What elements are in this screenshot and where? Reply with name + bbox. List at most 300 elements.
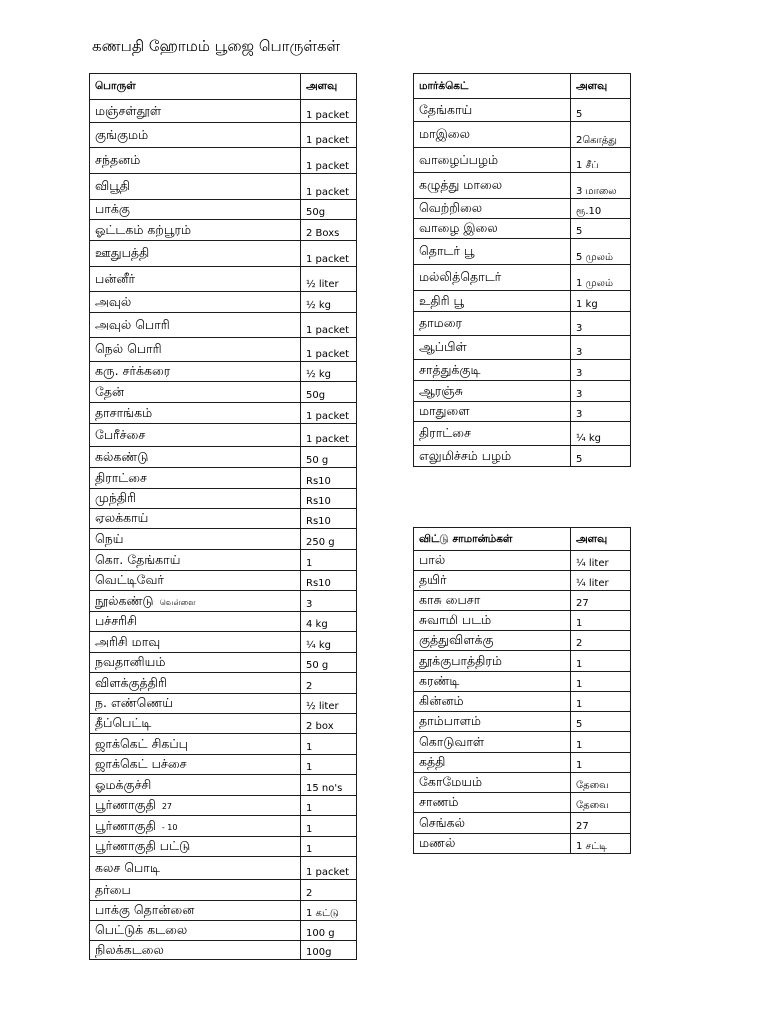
table-row (414, 793, 631, 813)
item-name: ஜாக்கெட் சிகப்பு (95, 735, 188, 751)
item-name: தாசாங்கம் (95, 404, 153, 420)
quantity-cell: 5 (571, 712, 631, 732)
item-name: அவுல் (95, 293, 132, 309)
item-name: கொடுவாள் (419, 733, 485, 749)
item-cell (414, 265, 571, 291)
page-title: கணபதி ஹோமம் பூஜை பொருள்கள் (92, 37, 341, 55)
item-name: தேங்காய் (419, 101, 473, 117)
item-cell (90, 837, 301, 857)
item-name: பூர்ணாகுதி பட்டு (95, 838, 191, 853)
item-name: பாக்கு தொன்னை (95, 902, 195, 917)
item-name: நிலக்கடலை (95, 941, 164, 957)
quantity-cell: 50 g (301, 447, 357, 468)
table-row (90, 447, 357, 468)
table-row (90, 653, 357, 673)
item-name: சாத்துக்குடி (419, 361, 481, 377)
item-name: தயிர் (419, 572, 447, 587)
table-row (414, 692, 631, 712)
item-cell (90, 468, 301, 489)
item-cell (90, 424, 301, 447)
item-name: ஓமக்குச்சி (95, 776, 152, 792)
quantity-cell: தேவை (571, 793, 631, 813)
quantity-cell: 1 (571, 672, 631, 692)
item-cell (414, 631, 571, 651)
item-name: கோமேயம் (419, 774, 483, 789)
item-cell (414, 291, 571, 312)
item-cell (414, 199, 571, 219)
table-row (414, 551, 631, 571)
item-cell (414, 773, 571, 793)
item-cell (90, 816, 301, 837)
table-row (414, 402, 631, 422)
quantity-cell: 3 (571, 360, 631, 381)
table-row (414, 219, 631, 239)
table-row (90, 816, 357, 837)
table-row (90, 734, 357, 755)
item-cell (90, 489, 301, 509)
table-row (414, 631, 631, 651)
item-name: மஞ்சள்தூள் (95, 102, 162, 118)
item-cell (90, 775, 301, 796)
table-row (414, 148, 631, 173)
item-cell (90, 653, 301, 673)
table-row (414, 173, 631, 199)
item-name: பாக்கு (95, 201, 130, 216)
table-row (90, 468, 357, 489)
quantity-cell: 1 kg (571, 291, 631, 312)
item-name: பன்னீர் (95, 270, 136, 286)
item-cell (414, 712, 571, 732)
item-name: முந்திரி (95, 490, 137, 505)
item-name: நெய் (95, 530, 124, 546)
item-cell (414, 551, 571, 571)
quantity-cell: 27 (571, 813, 631, 834)
table-row (90, 612, 357, 632)
quantity-cell: ½ liter (301, 267, 357, 292)
item-cell (90, 267, 301, 292)
table-row (414, 99, 631, 122)
item-cell (90, 447, 301, 468)
item-name: தேன் (95, 383, 125, 399)
item-name: மாதுளை (419, 403, 470, 418)
item-name: ஜாக்கெட் பச்சை (95, 756, 187, 771)
item-cell (414, 672, 571, 692)
pooja-items-table (89, 73, 357, 960)
item-note: 27 (161, 802, 173, 811)
item-name: கலச பொடி (95, 859, 160, 875)
item-cell (414, 813, 571, 834)
item-name: ஓட்டகம் கற்பூரம் (95, 221, 192, 237)
item-cell (414, 173, 571, 199)
quantity-cell: 50g (301, 200, 357, 220)
quantity-cell: Rs10 (301, 468, 357, 489)
table-row (90, 901, 357, 921)
item-cell (90, 200, 301, 220)
item-cell (414, 219, 571, 239)
table-row (414, 239, 631, 265)
quantity-cell: 1 (301, 837, 357, 857)
item-cell (90, 174, 301, 200)
quantity-cell: 4 kg (301, 612, 357, 632)
item-cell (90, 612, 301, 632)
column-header-item: மார்க்கெட் (414, 74, 571, 99)
quantity-cell: 50 g (301, 653, 357, 673)
table-row (414, 381, 631, 402)
item-cell (414, 692, 571, 712)
item-cell (414, 571, 571, 591)
item-name: விபூதி (95, 178, 131, 193)
table-row (90, 424, 357, 447)
item-name: நவதானியம் (95, 654, 166, 669)
table-row (90, 837, 357, 857)
item-name: உதிரி பூ (419, 292, 465, 308)
item-name: ஊதுபத்தி (95, 245, 150, 260)
quantity-cell: ½ kg (301, 292, 357, 313)
table-row (414, 753, 631, 773)
item-cell (90, 509, 301, 529)
item-cell (90, 857, 301, 880)
item-name: திராட்சை (419, 425, 471, 440)
column-header-quantity: அளவு (571, 74, 631, 99)
quantity-cell: 3 (571, 312, 631, 336)
quantity-cell: 27 (571, 591, 631, 611)
table-row (90, 857, 357, 880)
table-row (90, 220, 357, 241)
item-name: சுவாமி படம் (419, 612, 492, 627)
table-row (90, 313, 357, 338)
table-header-row (414, 528, 631, 551)
table-row (90, 382, 357, 403)
quantity-cell: 1 packet (301, 148, 357, 174)
quantity-cell: 1 packet (301, 123, 357, 148)
table-row (90, 694, 357, 714)
item-cell (90, 571, 301, 591)
table-row (414, 712, 631, 732)
item-name: திராட்சை (95, 469, 147, 485)
item-cell (90, 338, 301, 362)
item-cell (90, 880, 301, 901)
item-cell (414, 422, 571, 446)
item-name: அரிசி மாவு (95, 633, 161, 649)
item-cell (90, 362, 301, 382)
table-row (90, 571, 357, 591)
item-cell (414, 360, 571, 381)
table-row (414, 336, 631, 360)
quantity-cell: 1 (571, 692, 631, 712)
quantity-cell: 1 packet (301, 241, 357, 267)
item-note: வெள்ளை (159, 597, 196, 607)
quantity-cell: 2 (571, 631, 631, 651)
table-row (414, 265, 631, 291)
item-name: கழுத்து மாலை (419, 177, 503, 192)
quantity-cell: 1 packet (301, 313, 357, 338)
quantity-cell: 1 (301, 755, 357, 775)
item-cell (90, 921, 301, 941)
quantity-cell: 1 (301, 796, 357, 816)
item-cell (414, 591, 571, 611)
item-cell (414, 122, 571, 148)
table-row (414, 834, 631, 854)
quantity-cell: 1 சட்டி (571, 834, 631, 854)
item-name: மணல் (419, 835, 456, 850)
item-name: கரு. சர்க்கரை (95, 363, 171, 378)
quantity-cell: Rs10 (301, 509, 357, 529)
item-cell (90, 734, 301, 755)
table-row (414, 591, 631, 611)
item-note: - 10 (161, 822, 178, 832)
item-name: கொ. தேங்காய் (95, 551, 181, 567)
item-name: குத்துவிளக்கு (419, 632, 494, 647)
item-cell (90, 755, 301, 775)
item-cell (414, 753, 571, 773)
quantity-cell: தேவை (571, 773, 631, 793)
item-cell (90, 403, 301, 424)
item-cell (414, 834, 571, 854)
quantity-cell: 1 (301, 550, 357, 571)
table-row (90, 673, 357, 694)
item-cell (90, 550, 301, 571)
table-row (414, 446, 631, 467)
item-cell (90, 714, 301, 734)
item-cell (414, 446, 571, 467)
quantity-cell: ¼ liter (571, 551, 631, 571)
quantity-cell: 1 (571, 732, 631, 753)
item-cell (90, 313, 301, 338)
item-cell (90, 941, 301, 960)
quantity-cell: 1 packet (301, 100, 357, 123)
quantity-cell: 5 (571, 219, 631, 239)
table-row (90, 775, 357, 796)
item-name: தூக்குபாத்திரம் (419, 652, 502, 668)
table-row (414, 672, 631, 692)
item-name: தாமரை (419, 315, 463, 330)
item-name: ந. எண்ணெய் (95, 695, 173, 710)
table-row (90, 529, 357, 550)
item-cell (414, 611, 571, 631)
quantity-cell: 50g (301, 382, 357, 403)
item-name: கின்னம் (419, 693, 464, 708)
column-header-item: விட்டு சாமான்ம்கள் (414, 528, 571, 551)
table-row (90, 403, 357, 424)
quantity-cell: 5 (571, 446, 631, 467)
quantity-cell: 1 (301, 816, 357, 837)
item-cell (90, 901, 301, 921)
item-name: தீப்பெட்டி (95, 715, 152, 730)
quantity-cell: 1 சீப் (571, 148, 631, 173)
quantity-cell: 15 no's (301, 775, 357, 796)
quantity-cell: Rs10 (301, 489, 357, 509)
quantity-cell: ¼ kg (571, 422, 631, 446)
item-cell (90, 292, 301, 313)
item-name: கத்தி (419, 754, 446, 769)
table-row (90, 550, 357, 571)
quantity-cell: 1 முலம் (571, 265, 631, 291)
table-row (90, 880, 357, 901)
table-row (414, 122, 631, 148)
quantity-cell: ¼ kg (301, 632, 357, 653)
table-row (90, 241, 357, 267)
table-row (90, 292, 357, 313)
table-header-row (90, 74, 357, 100)
item-cell (414, 381, 571, 402)
quantity-cell: Rs10 (301, 571, 357, 591)
quantity-cell: 2 (301, 880, 357, 901)
quantity-cell: 250 g (301, 529, 357, 550)
quantity-cell: 1 packet (301, 338, 357, 362)
quantity-cell: 3 (571, 402, 631, 422)
item-name: பால் (419, 552, 446, 567)
table-row (90, 941, 357, 960)
quantity-cell: 2 box (301, 714, 357, 734)
table-row (90, 362, 357, 382)
quantity-cell: 1 packet (301, 424, 357, 447)
table-row (414, 291, 631, 312)
quantity-cell: 5 முலம் (571, 239, 631, 265)
item-cell (414, 312, 571, 336)
table-row (414, 571, 631, 591)
item-cell (414, 402, 571, 422)
item-name: தொடர் பூ (419, 243, 475, 258)
quantity-cell: 1 (301, 734, 357, 755)
item-name: பூர்ணாகுதி (95, 797, 156, 812)
item-cell (90, 382, 301, 403)
item-name: காசு பைசா (419, 592, 481, 607)
item-name: நெல் பொரி (95, 341, 162, 356)
table-row (414, 732, 631, 753)
table-row (90, 267, 357, 292)
quantity-cell: 1 packet (301, 403, 357, 424)
quantity-cell: ½ liter (301, 694, 357, 714)
quantity-cell: 3 மாலை (571, 173, 631, 199)
item-cell (414, 336, 571, 360)
column-header-quantity: அளவு (301, 74, 357, 100)
table-row (414, 312, 631, 336)
quantity-cell: 2 (301, 673, 357, 694)
item-cell (414, 239, 571, 265)
item-cell (90, 632, 301, 653)
quantity-cell: ரூ.10 (571, 199, 631, 219)
table-row (90, 123, 357, 148)
quantity-cell: 3 (571, 381, 631, 402)
table-row (90, 714, 357, 734)
item-cell (414, 793, 571, 813)
item-name: மாஇலை (419, 126, 470, 141)
item-name: தர்பை (95, 881, 131, 897)
quantity-cell: 1 (571, 611, 631, 631)
quantity-cell: 2கொத்து (571, 122, 631, 148)
item-cell (90, 100, 301, 123)
item-name: வெட்டிவேர் (95, 572, 164, 587)
item-name: வாழை இலை (419, 220, 498, 235)
table-row (414, 199, 631, 219)
item-name: கரண்டி (419, 673, 460, 688)
item-cell (90, 148, 301, 174)
item-name: தாம்பாளம் (419, 713, 481, 728)
item-name: எலுமிச்சம் பழம் (419, 447, 512, 463)
item-cell (90, 529, 301, 550)
table-row (90, 200, 357, 220)
table-row (90, 338, 357, 362)
item-cell (90, 123, 301, 148)
item-name: வெற்றிலை (419, 200, 483, 215)
table-row (414, 773, 631, 793)
item-name: பெட்டுக் கடலை (95, 922, 188, 937)
table-row (90, 632, 357, 653)
quantity-cell: ¼ liter (571, 571, 631, 591)
table-row (414, 813, 631, 834)
table-header-row (414, 74, 631, 99)
item-name: கல்கண்டு (95, 448, 149, 464)
quantity-cell: 1 packet (301, 174, 357, 200)
item-name: செங்கல் (419, 814, 465, 830)
item-name: சந்தனம் (95, 152, 141, 167)
quantity-cell: 5 (571, 99, 631, 122)
quantity-cell: 1 (571, 753, 631, 773)
quantity-cell: 100 g (301, 921, 357, 941)
item-cell (90, 220, 301, 241)
quantity-cell: 1 packet (301, 857, 357, 880)
table-row (90, 489, 357, 509)
table-row (90, 100, 357, 123)
item-name: விளக்குத்திரி (95, 674, 167, 690)
item-name: ஏலக்காய் (95, 510, 149, 525)
item-cell (90, 673, 301, 694)
item-name: பச்சரிசி (95, 613, 137, 628)
quantity-cell: 1 (571, 651, 631, 672)
item-cell (414, 651, 571, 672)
column-header-item: பொருள் (90, 74, 301, 100)
table-row (90, 921, 357, 941)
table-row (414, 611, 631, 631)
item-cell (414, 148, 571, 173)
item-cell (90, 241, 301, 267)
item-name: மல்லித்தொடர் (419, 269, 502, 284)
market-items-table (413, 73, 631, 467)
item-cell (414, 99, 571, 122)
quantity-cell: ½ kg (301, 362, 357, 382)
item-cell (414, 732, 571, 753)
table-row (90, 148, 357, 174)
item-name: ஆப்பிள் (419, 339, 467, 354)
quantity-cell: 1 கட்டு (301, 901, 357, 921)
quantity-cell: 100g (301, 941, 357, 960)
item-name: அவுல் பொரி (95, 316, 170, 332)
home-items-table (413, 527, 631, 854)
table-row (414, 422, 631, 446)
column-header-quantity: அளவு (571, 528, 631, 551)
item-name: பூர்ணாகுதி (95, 817, 156, 833)
item-name: குங்குமம் (95, 126, 149, 142)
table-row (90, 509, 357, 529)
quantity-cell: 2 Boxs (301, 220, 357, 241)
quantity-cell: 3 (571, 336, 631, 360)
item-name: நூல்கண்டு (95, 592, 154, 608)
item-cell (90, 591, 301, 612)
quantity-cell: 3 (301, 591, 357, 612)
table-row (90, 174, 357, 200)
table-row (90, 591, 357, 612)
table-row (90, 796, 357, 816)
table-row (90, 755, 357, 775)
item-cell (90, 694, 301, 714)
item-name: சாணம் (419, 794, 459, 809)
item-cell (90, 796, 301, 816)
item-name: பேரீச்சை (95, 426, 146, 442)
item-name: ஆரஞ்சு (419, 382, 463, 398)
table-row (414, 360, 631, 381)
table-row (414, 651, 631, 672)
item-name: வாழைப்பழம் (419, 151, 499, 167)
